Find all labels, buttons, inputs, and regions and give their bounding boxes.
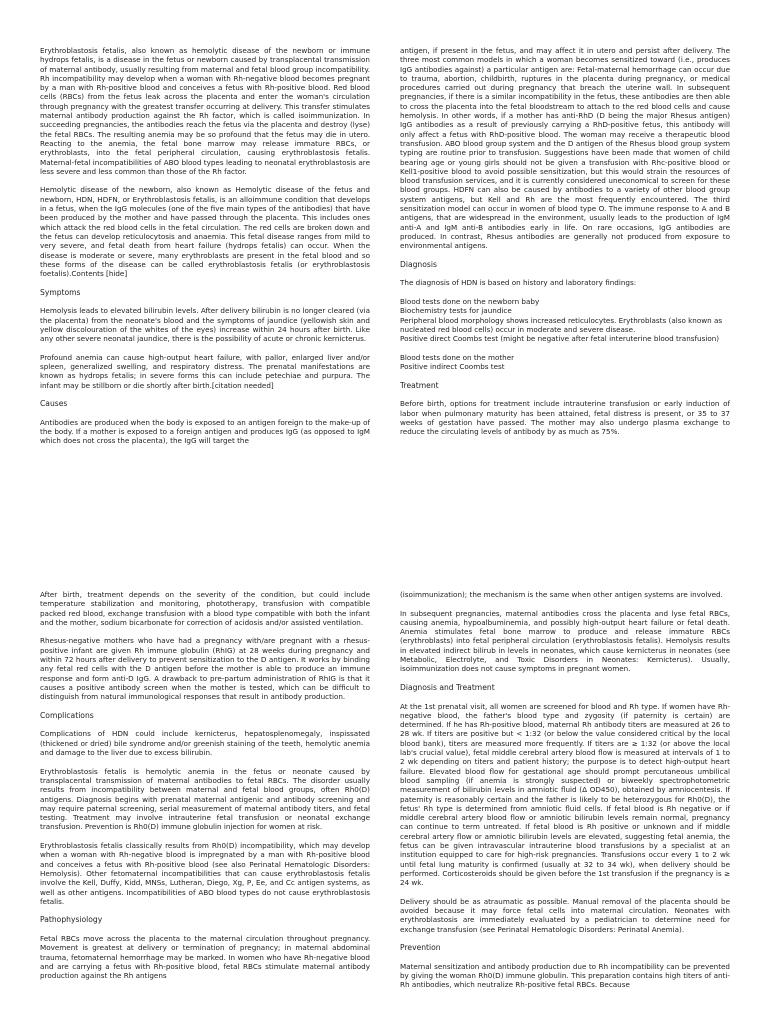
column-left xyxy=(40,46,370,455)
section-heading: Symptoms xyxy=(40,287,81,297)
paragraph: Delivery should be as atraumatic as possible. Manual removal of the placenta should be avoided because it may force fetal cells into maternal circulation. Neonates with erythroblastosis are immediately evaluated by a pediatrician to determine need for exchange transfusion (see Perinatal Hematologic Disorders: Perinatal Anemia). xyxy=(400,896,730,934)
paragraph: In subsequent pregnancies, maternal antibodies cross the placenta and lyse fetal RBCs, causing anemia, hypoalbuminemia, and possibly high-output heart failure or fetal death. Anemia stimulates fetal bone marrow to produce and release immature RBCs (erythroblasts) into fetal peripheral circulation (erythroblastosis fetalis). Hemolysis results in elevated indirect bilirub in levels in neonates, which cause kernicterus in neonates (see Metabolic, Electrolyte, and Toxic Disorders in Neonates: Kernicterus). Usually, isoimmunization does not cause symptoms in pregnant women. xyxy=(400,608,730,674)
paragraph: antigen, if present in the fetus, and may affect it in utero and persist after delivery. The three most common models in which a woman becomes sensitized toward (i.e., produces IgG antibodies against) a particular antigen are: Fetal-maternal hemorrhage can occur due to trauma, abortion, childbirth, ruptures in the placenta during pregnancy, or medical procedures carried out during pregnancy that breach the uterine wall. In subsequent pregnancies, if there is a similar incompatibility in the fetus, these antibodies are then able to cross the placenta into the fetal bloodstream to attach to the red blood cells and cause hemolysis. In other words, if a mother has anti-RhD (D being the major Rhesus antigen) IgG antibodies as a result of previously carrying a RhD-positive fetus, this antibody will only affect a fetus with RhD-positive blood. The woman may receive a therapeutic blood transfusion. ABO blood group system and the D antigen of the Rhesus blood group system typing are routine prior to transfusion. Suggestions have been made that women of child bearing age or young girls should not be given a transfusion with Rhc-positive blood or Kell1-positive blood to avoid possible sensitization, but this would strain the resources of blood transfusion services, and it is currently considered uneconomical to screen for these blood groups. HDFN can also be caused by antibodies to a variety of other blood group system antigens, but Kell and Rh are the most frequently encountered. The third sensitization model can occur in women of blood type O. The immune response to A and B antigens, that are widespread in the environment, usually leads to the production of IgM anti-A and IgM anti-B antibodies early in life. On rare occasions, IgG antibodies are produced. In contrast, Rhesus antibodies are generally not produced from exposure to environmental antigens. xyxy=(400,46,730,251)
paragraph: Rhesus-negative mothers who have had a pregnancy with/are pregnant with a rhesus-positive infant are given Rh immune globulin (RhIG) at 28 weeks during pregnancy and within 72 hours after delivery to prevent sensitization to the D antigen. It works by binding any fetal red cells with the D antigen before the mother is able to produce an immune response and form anti-D IgG. A drawback to pre-partum administration of RhIG is that it causes a positive antibody screen when the mother is tested, which can be difficult to distinguish from natural immunological responses that result in antibody production. xyxy=(40,636,370,702)
line-list xyxy=(400,353,730,372)
paragraph: Before birth, options for treatment include intrauterine transfusion or early induction of labor when pulmonary maturity has been attained, fetal distress is present, or 35 to 37 weeks of gestation have passed. The mother may also undergo plasma exchange to reduce the circulating levels of antibody by as much as 75%. xyxy=(400,399,730,437)
section-heading: Diagnosis and Treatment xyxy=(400,682,495,692)
list-line: Blood tests done on the newborn baby xyxy=(400,297,540,307)
paragraph: After birth, treatment depends on the severity of the condition, but could include temperature stabilization and monitoring, phototherapy, transfusion with compatible packed red blood, exchange transfusion with a blood type compatible with both the infant and the mother, sodium bicarbonate for correction of acidosis and/or assisted ventilation. xyxy=(40,590,370,627)
section-heading: Complications xyxy=(40,710,94,720)
list-line: Positive direct Coombs test (might be negative after fetal interuterine blood transfusion) xyxy=(400,334,720,344)
list-line: Blood tests done on the mother xyxy=(400,352,515,362)
line-list xyxy=(400,297,730,343)
section-heading: Prevention xyxy=(400,943,441,953)
paragraph: Hemolysis leads to elevated bilirubin levels. After delivery bilirubin is no longer cleared (via the placenta) from the neonate's blood and the symptoms of jaundice (yellowish skin and yellow discolouration of the whites of the eyes) increase within 24 hours after birth. Like any other severe neonatal jaundice, there is the possibility of acute or chronic kernicterus. xyxy=(40,306,370,344)
paragraph: Erythroblastosis fetalis, also known as hemolytic disease of the newborn or immune hydrops fetalis, is a disease in the fetus or newborn caused by transplacental transmission of maternal antibody, usually resulting from maternal and fetal blood group incompatibility. Rh incompatibility may develop when a woman with Rh-negative blood becomes pregnant by a man with Rh-positive blood and conceives a fetus with Rh-positive blood. Red blood cells (RBCs) from the fetus leak across the placenta and enter the woman's circulation through pregnancy with the greatest transfer occurring at delivery. This transfer stimulates maternal antibody production against the Rh factor, which is called isoimmunization. In succeeding pregnancies, the antibodies reach the fetus via the placenta and destroy (lyse) the fetal RBCs. The resulting anemia may be so profound that the fetus may die in utero. Reacting to the anemia, the fetal bone marrow may release immature RBCs, or erythroblasts, into the fetal peripheral circulation, causing erythroblastosis fetalis. Maternal-fetal incompatibilities of ABO blood types leading to neonatal erythroblastosis are less severe and less common than those of the Rh factor. xyxy=(40,46,370,176)
page-bottom xyxy=(0,580,768,1024)
paragraph: (isoimmunization); the mechanism is the same when other antigen systems are involved. xyxy=(400,590,723,599)
section-heading: Pathophysiology xyxy=(40,915,103,925)
section-heading: Diagnosis xyxy=(400,259,437,269)
paragraph: Complications of HDN could include kernicterus, hepatosplenomegaly, inspissated (thickened or dried) bile syndrome and/or greenish staining of the teeth, hemolytic anemia and damage to the liver due to excess bilirubin. xyxy=(40,729,370,758)
column-left xyxy=(40,590,370,990)
column-right xyxy=(400,46,730,446)
paragraph: Erythroblastosis fetalis is hemolytic anemia in the fetus or neonate caused by transplacental transmission of maternal antibodies to fetal RBCs. The disorder usually results from incompatibility between maternal and fetal blood groups, often Rh0(D) antigens. Diagnosis begins with prenatal maternal antigenic and antibody screening and may require paternal screening, serial measurement of maternal antibody titers, and fetal testing. Treatment may involve intrauterine fetal transfusion or neonatal exchange transfusion. Prevention is Rh0(D) immune globulin injection for women at risk. xyxy=(40,766,370,832)
list-line: Peripheral blood morphology shows increased reticulocytes. Erythroblasts (also known as nucleated red blood cells) occur in moderate and severe disease. xyxy=(400,315,723,334)
section-heading: Causes xyxy=(40,399,68,409)
list-line: Biochemistry tests for jaundice xyxy=(400,306,512,316)
list-line: Positive indirect Coombs test xyxy=(400,362,505,372)
column-right xyxy=(400,590,730,999)
paragraph: Fetal RBCs move across the placenta to the maternal circulation throughout pregnancy. Movement is greatest at delivery or termination of pregnancy; in maternal abdominal trauma, fetomaternal hemorrhage may be marked. In women who have Rh-negative blood and are carrying a fetus with Rh-positive blood, fetal RBCs stimulate maternal antibody production against the Rh antigens xyxy=(40,933,370,981)
paragraph: Maternal sensitization and antibody production due to Rh incompatibility can be prevented by giving the woman Rh0(D) immune globulin. This preparation contains high titers of anti-Rh antibodies, which neutralize Rh-positive fetal RBCs. Because xyxy=(400,961,730,990)
section-heading: Treatment xyxy=(400,380,439,390)
paragraph: The diagnosis of HDN is based on history and laboratory findings: xyxy=(400,278,637,288)
paragraph: Antibodies are produced when the body is exposed to an antigen foreign to the make-up of the body. If a mother is exposed to a foreign antigen and produces IgG (as opposed to IgM which does not cross the placenta), the IgG will target the xyxy=(40,417,370,446)
paragraph: At the 1st prenatal visit, all women are screened for blood and Rh type. If women have Rh-negative blood, the father's blood type and zygosity (if paternity is certain) are determined. If he has Rh-positive blood, maternal Rh antibody titers are measured at 26 to 28 wk. If titers are positive but < 1:32 (or below the value considered critical by the local blood bank), titers are measured more frequently. If titers are ≥ 1:32 (or above the local lab's crucial value), fetal middle cerebral artery blood flow is measured at intervals of 1 to 2 wk depending on titers and patient history; the purpose is to detect high-output heart failure. Elevated blood flow for gestational age should prompt percutaneous umbilical blood sampling (if anemia is strongly suspected) or biweekly spectrophotometric measurement of bilirubin levels in amniotic fluid (Δ OD450), obtained by amniocentesis. If paternity is reasonably certain and the father is likely to be heterozygous for Rh0(D), the fetus' Rh type is determined from amniotic fluid cells. If fetal blood is Rh negative or if middle cerebral artery blood flow or amniotic bilirubin levels remain normal, pregnancy can continue to term untreated. If fetal blood is Rh positive or unknown and if middle cerebral artery flow or amniotic bilirubin levels are elevated, suggesting fetal anemia, the fetus can be given intravascular intrauterine blood transfusions by a specialist at an institution equipped to care for high-risk pregnancies. Transfusions occur every 1 to 2 wk until fetal lung maturity is confirmed (usually at 32 to 34 wk), when delivery should be performed. Corticosteroids should be given before the 1st transfusion if the pregnancy is ≥ 24 wk. xyxy=(400,701,730,888)
paragraph: Hemolytic disease of the newborn, also known as Hemolytic disease of the fetus and newborn, HDN, HDFN, or Erythroblastosis fetalis, is an alloimmune condition that develops in a fetus, when the IgG molecules (one of the five main types of the antibodies) that have been produced by the mother and have passed through the placenta. This includes ones which attack the red blood cells in the fetal circulation. The red cells are broken down and the fetus can develop reticulocytosis and anaemia. This fetal disease ranges from mild to very severe, and fetal death from heart failure (hydrops fetalis) can occur. When the disease is moderate or severe, many erythroblasts are present in the fetal blood and so these forms of the disease can be called erythroblastosis fetalis (or erythroblastosis foetalis).Contents [hide] xyxy=(40,185,370,279)
paragraph: Profound anemia can cause high-output heart failure, with pallor, enlarged liver and/or spleen, generalized swelling, and respiratory distress. The prenatal manifestations are known as hydrops fetalis; in severe forms this can include petechiae and purpura. The infant may be stillborn or die shortly after birth.[citation needed] xyxy=(40,352,370,390)
paragraph: Erythroblastosis fetalis classically results from Rh0(D) incompatibility, which may develop when a woman with Rh-negative blood is impregnated by a man with Rh-positive blood and conceives a fetus with Rh-positive blood (see also Perinatal Hematologic Disorders: Hemolysis). Other fetomaternal incompatibilities that can cause erythroblastosis fetalis involve the Kell, Duffy, Kidd, MNSs, Lutheran, Diego, Xg, P, Ee, and Cc antigen systems, as well as other antigens. Incompatibilities of ABO blood types do not cause erythroblastosis fetalis. xyxy=(40,841,370,906)
